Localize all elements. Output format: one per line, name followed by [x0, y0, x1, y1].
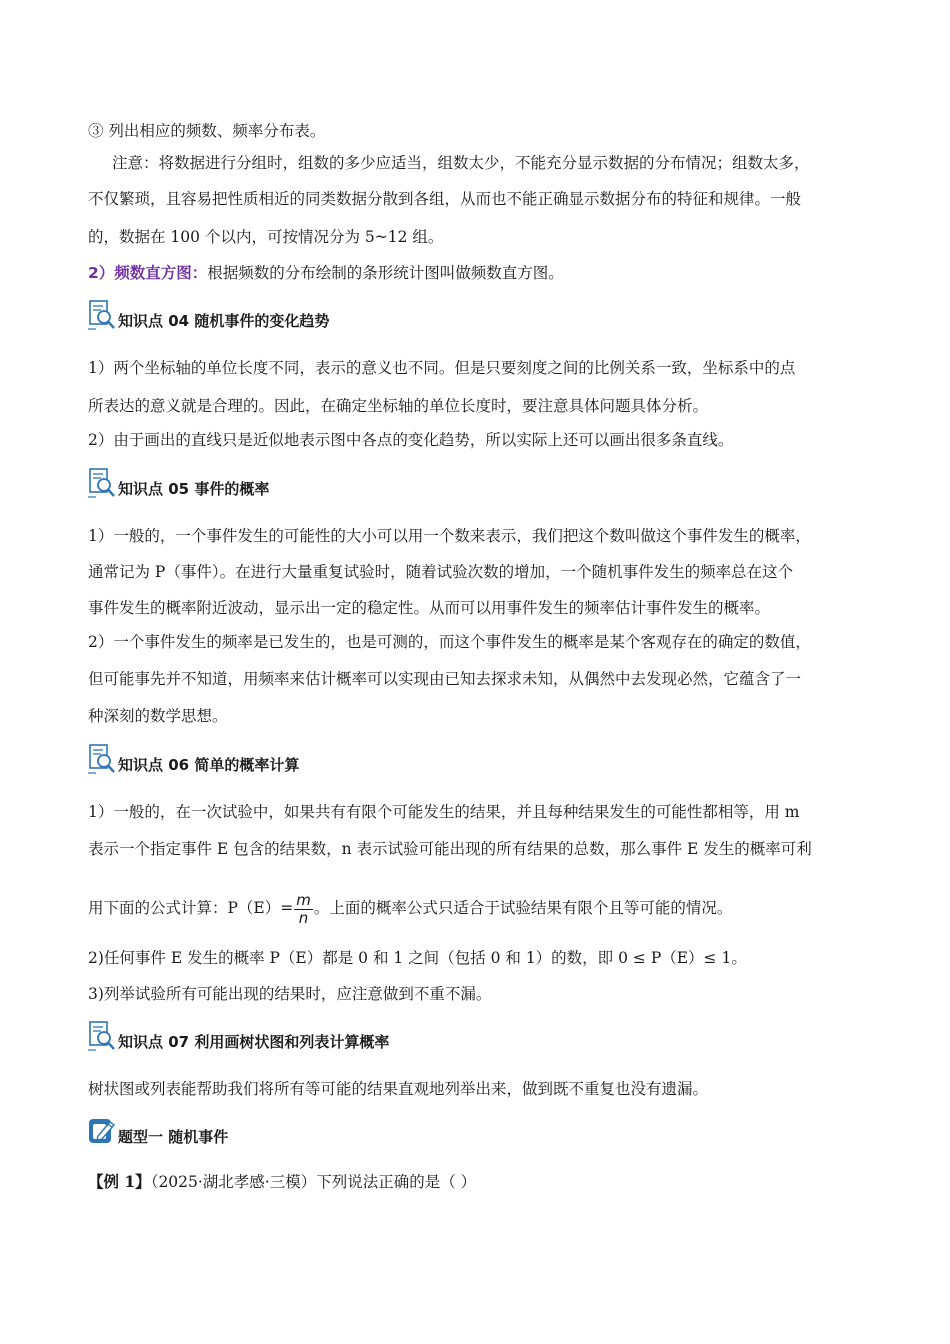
kp05-line-5: 但可能事先并不知道，用频率来估计概率可以实现由已知去探求未知，从偶然中去发现必然，它蕴含了一: [88, 670, 802, 688]
histogram-label: 2）频数直方图：: [88, 264, 208, 282]
fraction-numerator: m: [296, 890, 311, 909]
kp04-heading: [88, 298, 329, 330]
kp04-title: 知识点 04 随机事件的变化趋势: [118, 312, 330, 330]
kp05-line-3: 事件发生的概率附近波动，显示出一定的稳定性。从而可以用事件发生的频率估计事件发生的概率。: [88, 599, 771, 617]
kp05-title: 知识点 05 事件的概率: [118, 480, 270, 498]
note-line-1: 注意：将数据进行分组时，组数的多少应适当，组数太少，不能充分显示数据的分布情况；组数太多，: [112, 154, 810, 172]
magnifier-document-icon: [88, 744, 116, 774]
kp06-line-1: 1）一般的，在一次试验中，如果共有有限个可能发生的结果，并且每种结果发生的可能性都相等，用 m: [88, 803, 800, 821]
probability-fraction: [294, 892, 313, 927]
kp07-line-1: 树状图或列表能帮助我们将所有等可能的结果直观地列举出来，做到既不重复也没有遗漏。: [88, 1080, 709, 1098]
kp06-title: 知识点 06 简单的概率计算: [118, 756, 300, 774]
magnifier-document-icon: [88, 300, 116, 330]
pencil-note-icon: [88, 1116, 116, 1146]
kp04-line-1: 1）两个坐标轴的单位长度不同，表示的意义也不同。但是只要刻度之间的比例关系一致，坐标系中的点: [88, 359, 796, 377]
formula-suffix: 。上面的概率公式只适合于试验结果有限个且等可能的情况。: [313, 899, 733, 917]
histogram-text: 根据频数的分布绘制的条形统计图叫做频数直方图。: [207, 264, 564, 282]
histogram-paragraph: [88, 262, 878, 284]
example-1-label: 【例 1】: [88, 1172, 151, 1191]
step-3-text: ③ 列出相应的频数、频率分布表。: [88, 122, 326, 140]
kp05-line-2: 通常记为 P（事件）。在进行大量重复试验时，随着试验次数的增加，一个随机事件发生的频率总在这个: [88, 563, 794, 581]
kp06-heading: [88, 742, 299, 774]
note-line-3: 的，数据在 100 个以内，可按情况分为 5~12 组。: [88, 228, 444, 246]
note-line-2: 不仅繁琐，且容易把性质相近的同类数据分散到各组，从而也不能正确显示数据分布的特征和规律。一般: [88, 190, 802, 208]
kp07-heading: [88, 1019, 389, 1051]
example-1-text: （2025·湖北孝感·三模）下列说法正确的是（ ）: [150, 1173, 477, 1191]
example-1: [88, 1171, 878, 1193]
kp05-heading: [88, 466, 269, 498]
kp04-line-2: 所表达的意义就是合理的。因此，在确定坐标轴的单位长度时，要注意具体问题具体分析。: [88, 397, 709, 415]
kp05-line-1: 1）一般的，一个事件发生的可能性的大小可以用一个数来表示，我们把这个数叫做这个事件发生的概率，: [88, 527, 811, 545]
kp07-title: 知识点 07 利用画树状图和列表计算概率: [118, 1033, 390, 1051]
kp06-line-3: [88, 888, 878, 928]
fraction-denominator: n: [298, 908, 309, 927]
kp05-line-6: 种深刻的数学思想。: [88, 707, 228, 725]
type1-title: 题型一 随机事件: [118, 1128, 229, 1146]
kp06-line-5: 3)列举试验所有可能出现的结果时，应注意做到不重不漏。: [88, 985, 492, 1003]
type1-heading: [88, 1114, 228, 1146]
kp05-line-4: 2）一个事件发生的频率是已发生的，也是可测的，而这个事件发生的概率是某个客观存在的确定的数值，: [88, 633, 811, 651]
kp06-line-4: 2)任何事件 E 发生的概率 P（E）都是 0 和 1 之间（包括 0 和 1）的数，即 0 ≤ P（E）≤ 1。: [88, 949, 747, 967]
magnifier-document-icon: [88, 1021, 116, 1051]
kp04-line-3: 2）由于画出的直线只是近似地表示图中各点的变化趋势，所以实际上还可以画出很多条直线。: [88, 431, 734, 449]
kp06-line-2: 表示一个指定事件 E 包含的结果数，n 表示试验可能出现的所有结果的总数，那么事件 E 发生的概率可利: [88, 840, 812, 858]
magnifier-document-icon: [88, 468, 116, 498]
formula-prefix: 用下面的公式计算：P（E）=: [88, 899, 294, 917]
